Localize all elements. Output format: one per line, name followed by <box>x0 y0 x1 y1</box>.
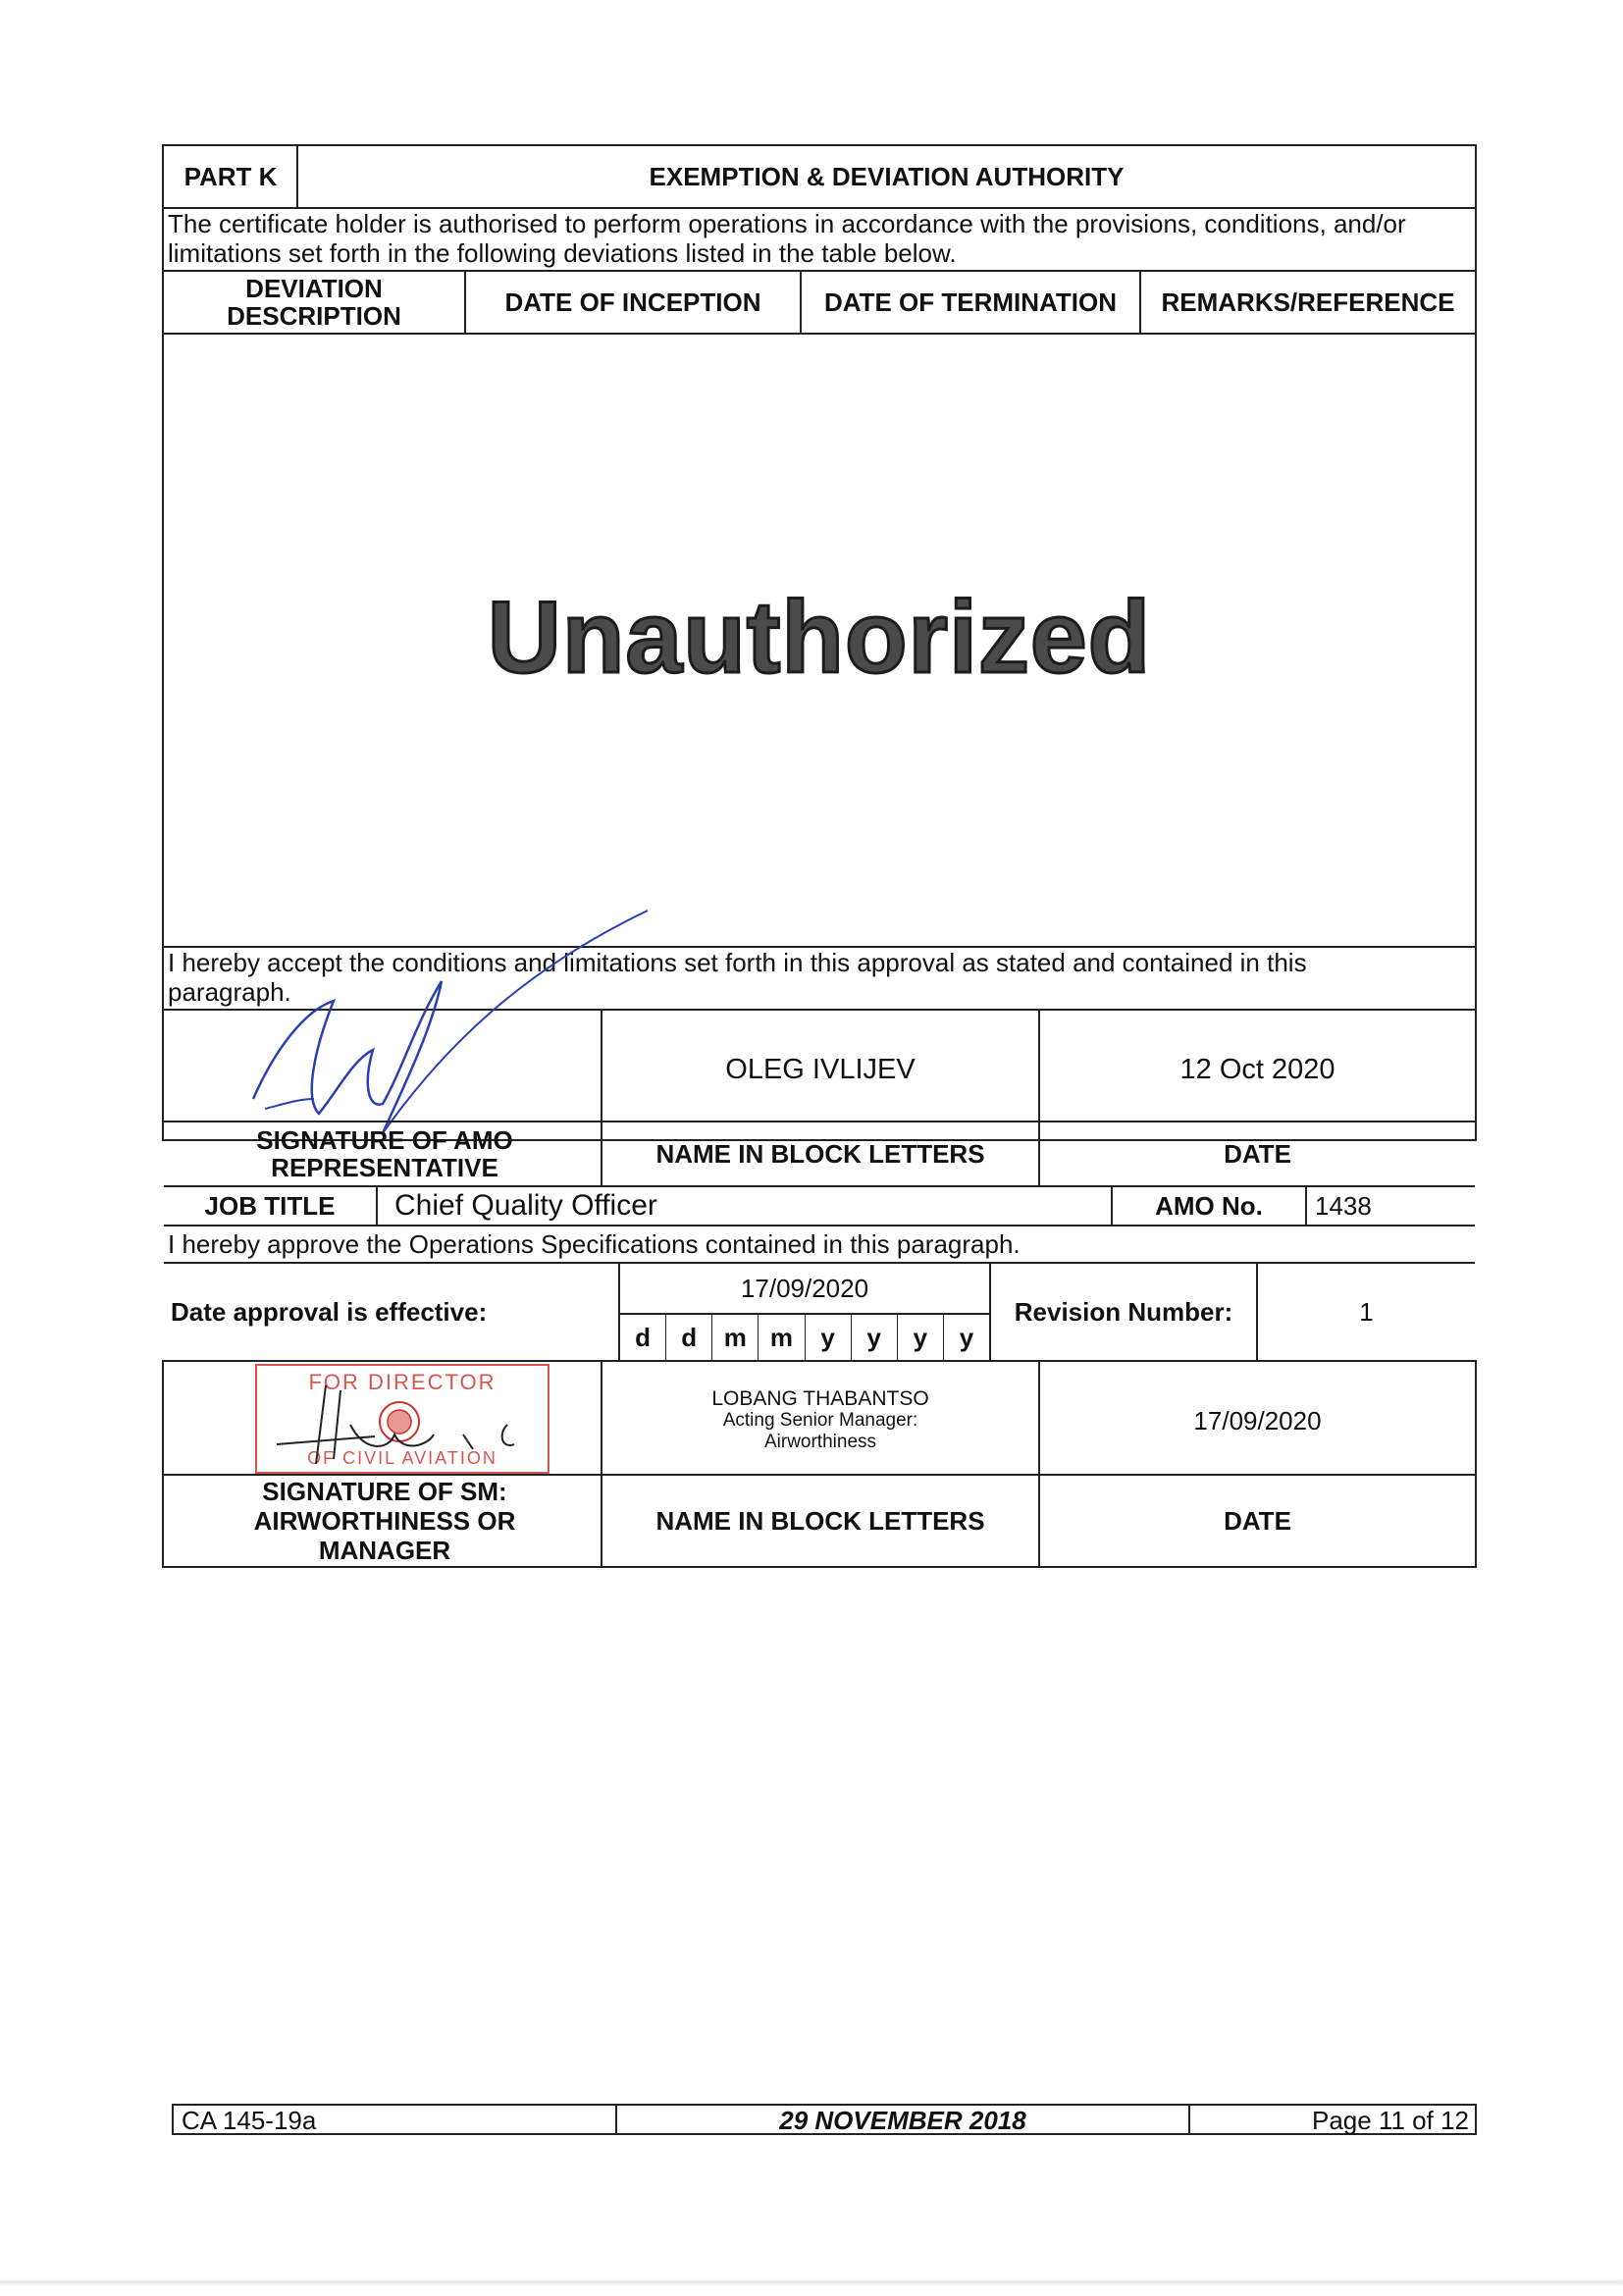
amo-date-label: DATE <box>1224 1138 1291 1169</box>
acceptance-text: I hereby accept the conditions and limitations set forth in this approval as stated and contained in this paragraph. <box>168 948 1307 1007</box>
stamp-bottom-text: OF CIVIL AVIATION <box>307 1447 497 1468</box>
footer <box>172 2104 1477 2135</box>
date-format-box: y <box>851 1315 897 1360</box>
authority-date: 17/09/2020 <box>1193 1405 1322 1435</box>
date-format-box: y <box>943 1315 989 1360</box>
amo-signature-label: SIGNATURE OF AMO REPRESENTATIVE <box>256 1125 513 1182</box>
date-format-boxes <box>620 1315 989 1360</box>
signatory-title: Acting Senior Manager: <box>722 1410 918 1431</box>
signatory-name: LOBANG THABANTSO <box>711 1387 929 1410</box>
footer-form-id: CA 145-19a <box>182 2106 317 2135</box>
amo-rep-date: 12 Oct 2020 <box>1179 1053 1335 1085</box>
amo-number-value: 1438 <box>1315 1191 1372 1221</box>
col-remarks-reference: REMARKS/REFERENCE <box>1161 287 1455 317</box>
col-date-of-inception: DATE OF INCEPTION <box>504 287 761 317</box>
job-title-label: JOB TITLE <box>204 1190 336 1221</box>
amo-name-label: NAME IN BLOCK LETTERS <box>655 1138 985 1169</box>
stamp-top-text: FOR DIRECTOR <box>308 1370 497 1394</box>
date-format-box: y <box>897 1315 943 1360</box>
authority-signature-label: SIGNATURE OF SM: AIRWORTHINESS OR MANAGER <box>253 1477 516 1565</box>
date-format-box: d <box>635 1322 651 1352</box>
approval-text: I hereby approve the Operations Specifications contained in this paragraph. <box>168 1229 1021 1259</box>
authority-frame <box>162 1360 1477 1568</box>
job-title-value: Chief Quality Officer <box>394 1189 657 1222</box>
revision-number-value: 1 <box>1359 1296 1374 1327</box>
footer-issue-date: 29 NOVEMBER 2018 <box>779 2105 1026 2135</box>
revision-number-label: Revision Number: <box>1014 1296 1233 1327</box>
date-format-box: y <box>805 1315 851 1360</box>
col-deviation-description: DEVIATION DESCRIPTION <box>227 274 401 331</box>
effective-date-label: Date approval is effective: <box>171 1297 488 1327</box>
authority-name-label: NAME IN BLOCK LETTERS <box>655 1505 985 1536</box>
col-date-of-termination: DATE OF TERMINATION <box>823 287 1117 317</box>
form-title: EXEMPTION & DEVIATION AUTHORITY <box>649 161 1125 191</box>
date-format-box: m <box>711 1315 758 1360</box>
authority-date-label: DATE <box>1224 1505 1291 1536</box>
amo-number-label: AMO No. <box>1155 1190 1263 1221</box>
scan-edge <box>0 2278 1623 2286</box>
footer-page-number: Page 11 of 12 <box>1312 2106 1469 2135</box>
part-label: PART K <box>183 161 278 191</box>
unauthorized-watermark: Unauthorized <box>487 580 1152 695</box>
amo-rep-name: OLEG IVLIJEV <box>725 1053 916 1085</box>
date-format-box: m <box>758 1315 804 1360</box>
intro-text: The certificate holder is authorised to perform operations in accordance with the provisions, conditions, and/or limitations set forth in the following deviations listed in the table below. <box>168 209 1406 268</box>
date-format-box: d <box>665 1315 711 1360</box>
signatory-dept: Airworthiness <box>763 1432 877 1452</box>
effective-date-value: 17/09/2020 <box>740 1273 869 1303</box>
